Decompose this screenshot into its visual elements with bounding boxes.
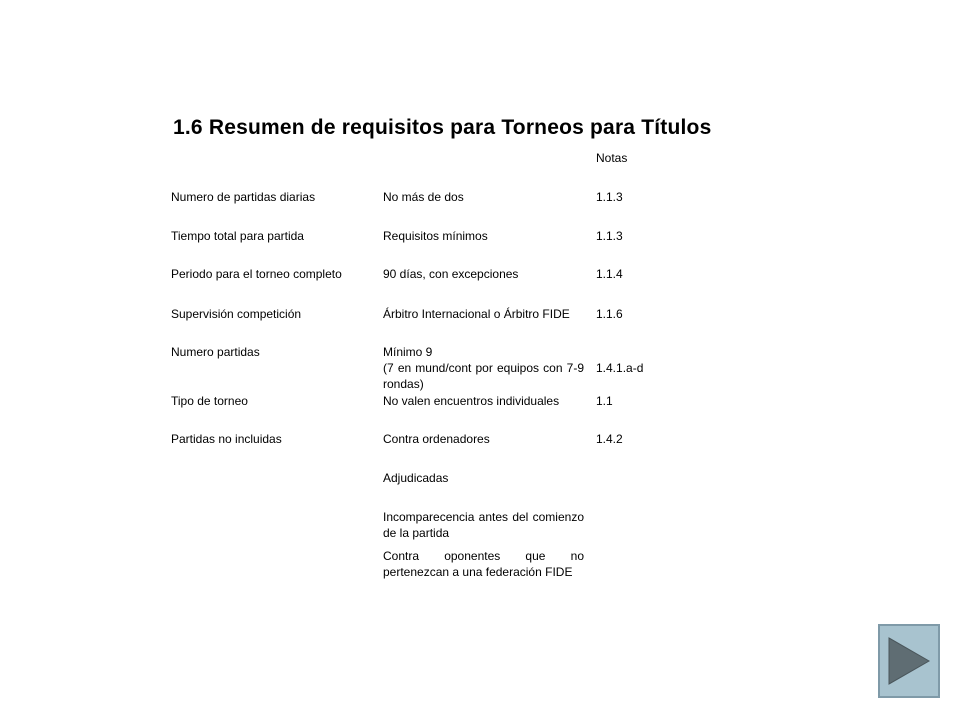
row-requirement: Mínimo 9	[383, 345, 433, 359]
row-note: 1.1.6	[596, 307, 623, 321]
row-requirement-detail: (7 en mund/cont por equipos con 7-9 rondas)	[383, 361, 584, 391]
row-label: Partidas no incluidas	[171, 432, 282, 446]
page-title: 1.6 Resumen de requisitos para Torneos para Títulos	[173, 116, 712, 139]
row-label: Tipo de torneo	[171, 394, 248, 408]
notes-header: Notas	[596, 151, 628, 165]
row-note: 1.1.4	[596, 267, 623, 281]
row-requirement: No valen encuentros individuales	[383, 394, 560, 408]
row-requirement: Contra ordenadores	[383, 432, 490, 446]
row-label: Supervisión competición	[171, 307, 302, 321]
excluded-item: Adjudicadas	[383, 471, 449, 485]
row-note: 1.4.2	[596, 432, 623, 446]
row-note: 1.1	[596, 394, 613, 408]
row-label: Numero partidas	[171, 345, 260, 359]
excluded-item: Incomparecencia antes del comienzo de la partida	[383, 510, 584, 540]
row-requirement: 90 días, con excepciones	[383, 267, 519, 281]
row-note: 1.1.3	[596, 190, 623, 204]
play-arrow-icon	[880, 626, 938, 696]
row-note: 1.4.1.a-d	[596, 361, 644, 375]
excluded-item: Contra oponentes que no pertenezcan a una federación FIDE	[383, 549, 584, 579]
row-note: 1.1.3	[596, 229, 623, 243]
row-label: Tiempo total para partida	[171, 229, 304, 243]
row-requirement: Requisitos mínimos	[383, 229, 488, 243]
row-requirement: Árbitro Internacional o Árbitro FIDE	[383, 307, 570, 321]
next-slide-button[interactable]	[878, 624, 940, 698]
row-requirement: No más de dos	[383, 190, 464, 204]
row-label: Numero de partidas diarias	[171, 190, 316, 204]
row-label: Periodo para el torneo completo	[171, 267, 342, 281]
